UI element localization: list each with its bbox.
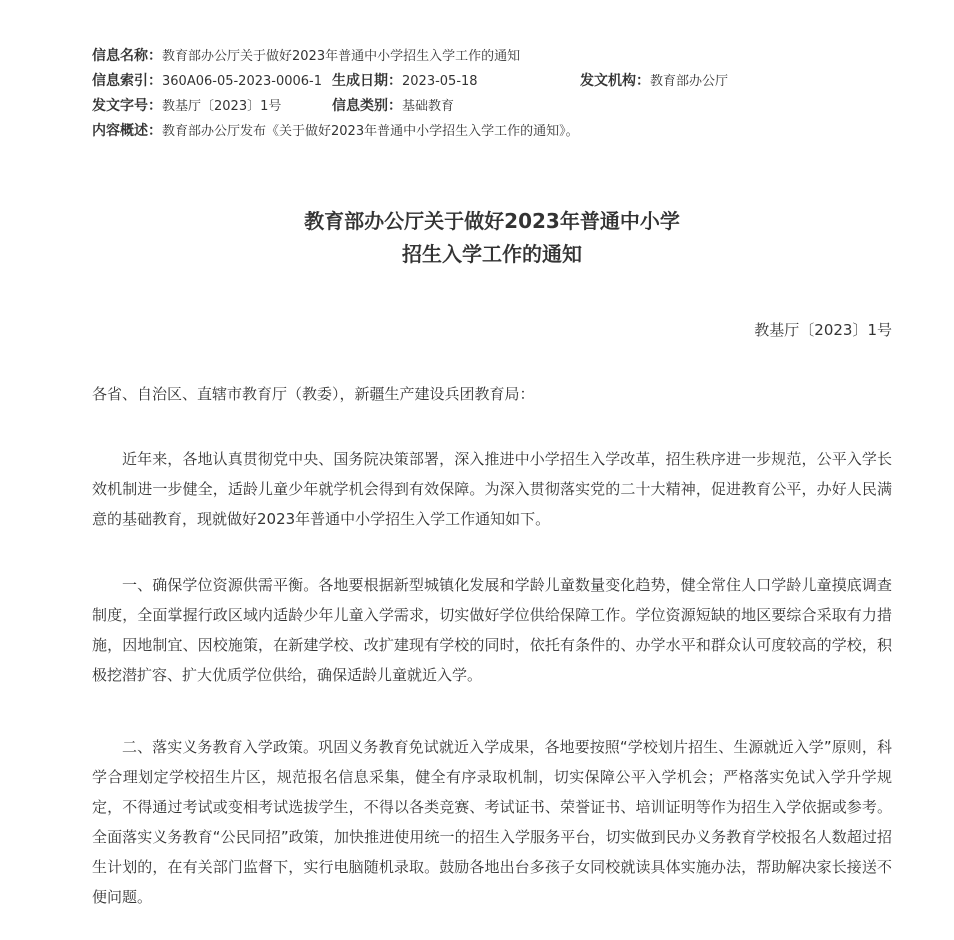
document-number: 教基厅〔2023〕1号 [754, 321, 892, 339]
info-index-value: 360A06-05-2023-0006-1 [162, 74, 322, 89]
generate-date-value: 2023-05-18 [402, 74, 478, 89]
document-title-line-2: 招生入学工作的通知 [402, 242, 582, 266]
paragraph-intro: 近年来，各地认真贯彻党中央、国务院决策部署，深入推进中小学招生入学改革，招生秩序进一步规范，公平入学长效机制进一步健全，适龄儿童少年就学机会得到有效保障。为深入贯彻落实党的二十大精神，促进教育公平，办好人民满意的基础教育，现就做好2023年普通中小学招生入学工作通知如下。 [92, 450, 892, 528]
salutation: 各省、自治区、直辖市教育厅（教委），新疆生产建设兵团教育局： [92, 385, 535, 403]
paragraph-section-1: 一、确保学位资源供需平衡。各地要根据新型城镇化发展和学龄儿童数量变化趋势，健全常住人口学龄儿童摸底调查制度，全面掌握行政区域内适龄少年儿童入学需求，切实做好学位供给保障工作。学位资源短缺的地区要综合采取有力措施，因地制宜、因校施策，在新建学校、改扩建现有学校的同时，依托有条件的、办学水平和群众认可度较高的学校，积极挖潜扩容、扩大优质学位供给，确保适龄儿童就近入学。 [92, 576, 892, 684]
doc-number-value: 教基厅〔2023〕1号 [162, 99, 282, 114]
info-name-value: 教育部办公厅关于做好2023年普通中小学招生入学工作的通知 [162, 49, 521, 64]
info-metadata-block [92, 44, 892, 144]
document-title [92, 205, 892, 271]
summary-label: 内容概述： [92, 123, 162, 139]
meta-row-index [92, 69, 892, 94]
meta-row-docno [92, 94, 892, 119]
paragraph-section-2: 二、落实义务教育入学政策。巩固义务教育免试就近入学成果，各地要按照“学校划片招生、生源就近入学”原则，科学合理划定学校招生片区，规范报名信息采集，健全有序录取机制，切实保障公平入学机会；严格落实免试入学升学规定，不得通过考试或变相考试选拔学生，不得以各类竞赛、考试证书、荣誉证书、培训证明等作为招生入学依据或参考。全面落实义务教育“公民同招”政策，加快推进使用统一的招生入学服务平台，切实做到民办义务教育学校报名人数超过招生计划的，在有关部门监督下，实行电脑随机录取。鼓励各地出台多孩子女同校就读具体实施办法，帮助解决家长接送不便问题。 [92, 738, 892, 906]
info-name-label: 信息名称： [92, 48, 162, 64]
doc-number-label: 发文字号： [92, 98, 162, 114]
info-category-value: 基础教育 [402, 99, 455, 114]
document-title-line-1: 教育部办公厅关于做好2023年普通中小学 [304, 209, 680, 233]
issuing-org-label: 发文机构： [580, 73, 650, 89]
issuing-org-value: 教育部办公厅 [650, 74, 729, 89]
generate-date-label: 生成日期： [332, 73, 402, 89]
summary-value: 教育部办公厅发布《关于做好2023年普通中小学招生入学工作的通知》。 [162, 124, 579, 139]
meta-row-name [92, 44, 892, 69]
info-index-label: 信息索引： [92, 73, 162, 89]
meta-row-summary [92, 119, 892, 144]
info-category-label: 信息类别： [332, 98, 402, 114]
